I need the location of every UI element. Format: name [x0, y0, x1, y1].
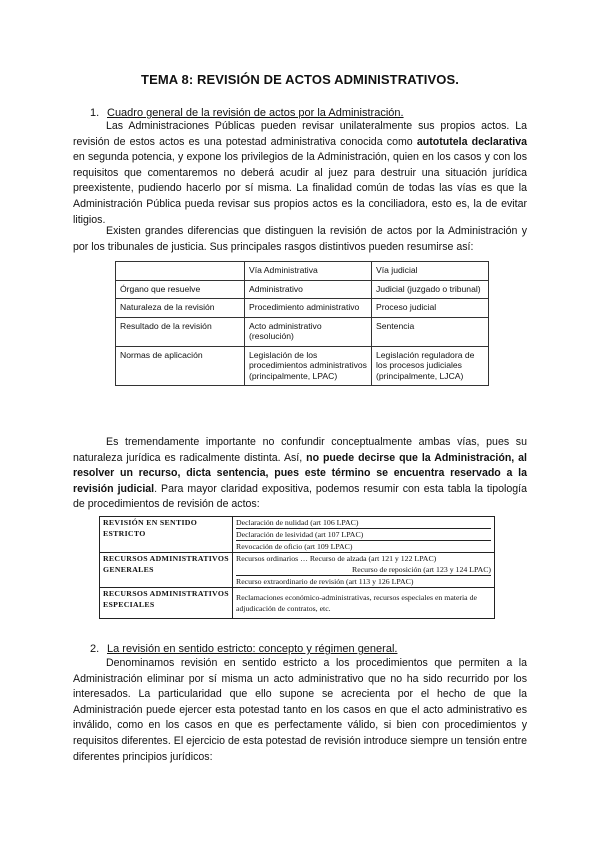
comparison-table — [115, 261, 489, 386]
table-cell: Normas de aplicación — [116, 346, 245, 386]
table-cell: Órgano que resuelve — [116, 280, 245, 299]
bold-statement: no puede decirse que la Administración, al resolver un recurso, dicta sentencia, pues este término se encuentra reservado a la revisión judicial — [73, 451, 527, 495]
table-cell: Judicial (juzgado o tribunal) — [372, 280, 489, 299]
paragraph-text: . Para mayor claridad expositiva, podemos resumir con esta tabla la tipología de procedimientos de revisión de actos: — [73, 482, 527, 511]
table-row — [116, 280, 489, 299]
paragraph-text: Las Administraciones Públicas pueden revisar unilateralmente sus propios actos. La revisión de estos actos es una potestad administrativa conocida como — [73, 120, 527, 148]
table-header-cell: Vía judicial — [372, 262, 489, 281]
list-item: Recurso extraordinario de revisión (art 113 y 126 LPAC) — [236, 575, 491, 587]
table-header-cell: Vía Administrativa — [245, 262, 372, 281]
table-cell: Naturaleza de la revisión — [116, 299, 245, 318]
table-cell: Resultado de la revisión — [116, 317, 245, 346]
table-row — [100, 588, 495, 619]
list-item: Reclamaciones económico-administrativas, recursos especiales en materia de adjudicación de contratos, etc. — [236, 593, 477, 613]
section-1-heading — [90, 107, 404, 119]
table-cell: Sentencia — [372, 317, 489, 346]
paragraph-text: Existen grandes diferencias que distinguen la revisión de actos por la Administración y por los tribunales de justicia. Sus principales rasgos distintivos pueden resumirse así: — [73, 225, 527, 253]
table-header-cell — [116, 262, 245, 281]
section-1-paragraph-2 — [73, 224, 527, 255]
table-cell: Proceso judicial — [372, 299, 489, 318]
table-cell: Acto administrativo (resolución) — [245, 317, 372, 346]
items-cell — [233, 553, 495, 588]
section-2-heading — [90, 643, 397, 655]
paragraph-text: Denominamos revisión en sentido estricto a los procedimientos que permiten a la Administración eliminar por sí misma un acto administrativo que no ha sido recurrido por los interesados. La particularidad que ello supone se acrecienta por el hecho de que la Administración puede ejercer esta potestad tanto en los casos en que el acto administrativo es inválido, como en los casos en que es perfectamente válido, si bien con procedimientos y requisitos diferentes. El ejercicio de esta potestad de revisión introduce siempre un tensión entre diferentes principios jurídicos: — [73, 657, 527, 763]
section-2-number: 2. — [90, 643, 100, 655]
items-cell — [233, 517, 495, 553]
table-header-row — [116, 262, 489, 281]
bold-term: autotutela declarativa — [416, 135, 528, 148]
section-2-paragraph-1 — [73, 656, 527, 765]
table-cell: Administrativo — [245, 280, 372, 299]
section-1-paragraph-1 — [73, 119, 527, 228]
alzada-label: Recurso de alzada (art 121 y 122 LPAC) — [309, 554, 437, 563]
ordinarios-label: Recursos ordinarios — [236, 554, 299, 563]
list-item: Recurso de reposición (art 123 y 124 LPAC) — [352, 565, 491, 574]
table-cell: Legislación reguladora de los procesos judiciales (principalmente, LJCA) — [372, 346, 489, 386]
table-row — [116, 317, 489, 346]
category-cell-recursos-especiales: RECURSOS ADMINISTRATIVOS ESPECIALES — [100, 588, 233, 619]
section-1-number: 1. — [90, 107, 100, 119]
paragraph-text: en segunda potencia, y expone los privilegios de la Administración, quien en los casos y con los requisitos que comentaremos no deberá acudir al juez para destruir una situación jurídica preexistente, pudiendo hacerlo por sí misma. La finalidad común de todas las vías es que la Administración Pública pueda revisar sus propios actos es la conciliadora, esto es, la de evitar litigios. — [73, 151, 527, 226]
table-row — [116, 299, 489, 318]
page-title: TEMA 8: REVISIÓN DE ACTOS ADMINISTRATIVOS. — [141, 72, 459, 87]
table-row — [116, 346, 489, 386]
table-row — [100, 553, 495, 588]
paragraph-text: Es tremendamente importante no confundir conceptualmente ambas vías, pues su naturaleza jurídica es radicalmente distinta. Así, — [73, 436, 527, 464]
section-2-title: La revisión en sentido estricto: concepto y régimen general. — [107, 643, 398, 655]
items-cell — [233, 588, 495, 619]
table-cell: Procedimiento administrativo — [245, 299, 372, 318]
list-item: Recursos ordinarios … Recurso de alzada (art 121 y 122 LPAC) — [236, 554, 437, 563]
table-cell: Legislación de los procedimientos administrativos (principalmente, LPAC) — [245, 346, 372, 386]
list-item: Revocación de oficio (art 109 LPAC) — [236, 540, 491, 552]
category-cell-revision: REVISIÓN EN SENTIDO ESTRICTO — [100, 517, 233, 553]
section-1-paragraph-3 — [73, 435, 527, 513]
list-item: Declaración de nulidad (art 106 LPAC) — [236, 518, 359, 527]
section-1-title: Cuadro general de la revisión de actos por la Administración. — [107, 107, 404, 119]
procedures-table — [99, 516, 495, 619]
list-item: Declaración de lesividad (art 107 LPAC) — [236, 528, 491, 540]
table-row — [100, 517, 495, 553]
category-cell-recursos-generales: RECURSOS ADMINISTRATIVOS GENERALES — [100, 553, 233, 588]
